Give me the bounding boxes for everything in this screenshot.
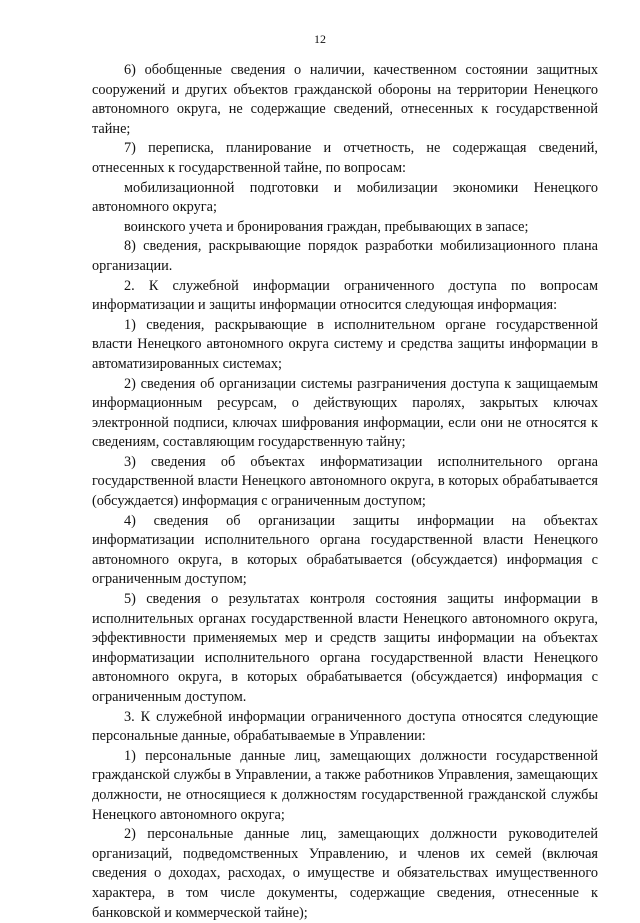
paragraph-2-item-4: 4) сведения об организации защиты информации на объектах информатизации исполнительного органа государственной власти Ненецкого автономного округа, в которых обрабатывается (обсуждается) информация с ограниченным доступом;: [92, 512, 598, 588]
paragraph-2-item-5: 5) сведения о результатах контроля состояния защиты информации в исполнительных органах государственной власти Ненецкого автономного округа, эффективности применяемых мер и средств защиты информации на объектах информатизации исполнительного органа государственной власти Ненецкого автономного округа, в которых обрабатывается (обсуждается) информация с ограниченным доступом.: [92, 591, 598, 705]
page-number: 12: [314, 32, 326, 46]
paragraph-section-2-informatization: 2. К служебной информации ограниченного доступа по вопросам информатизации и защиты информации относится следующая информация:: [92, 277, 598, 314]
paragraph-3-item-2: 2) персональные данные лиц, замещающих должности руководителей организаций, подведомственных Управлению, и членов их семей (включая сведения о доходах, расходах, о имуществе и обязательствах имущественного характера, в том числе документы, содержащие сведения, отнесенные к банковской и коммерческой тайне);: [92, 826, 598, 921]
paragraph-section-3-personal-data: 3. К служебной информации ограниченного доступа относятся следующие персональные данные, обрабатываемые в Управлении:: [92, 708, 598, 745]
paragraph-item-6-summary-civil-defense: 6) обобщенные сведения о наличии, качественном состоянии защитных сооружений и других объектов гражданской обороны на территории Ненецкого автономного округа, не содержащие сведений, отнесенных к государственной тайне;: [92, 62, 598, 137]
document-body: [92, 61, 598, 923]
paragraph-mobilization-preparation: мобилизационной подготовки и мобилизации экономики Ненецкого автономного округа;: [92, 179, 598, 216]
paragraph-military-registration: воинского учета и бронирования граждан, пребывающих в запасе;: [124, 218, 529, 235]
paragraph-2-item-2: 2) сведения об организации системы разграничения доступа к защищаемым информационным ресурсам, о действующих паролях, закрытых ключах электронной подписи, ключах шифрования информации, если они не относятся к сведениям, составляющим государственную тайну;: [92, 375, 598, 451]
paragraph-item-7-correspondence: 7) переписка, планирование и отчетность, не содержащая сведений, отнесенных к государственной тайне, по вопросам:: [92, 140, 598, 176]
paragraph-3-item-1: 1) персональные данные лиц, замещающих должности государственной гражданской службы в Управлении, а также работников Управления, замещающих должности, не относящиеся к должностям государственной гражданской службы Ненецкого автономного округа;: [92, 747, 598, 823]
paragraph-item-8-mobilization-plan: 8) сведения, раскрывающие порядок разработки мобилизационного плана организации.: [92, 238, 598, 274]
paragraph-2-item-1: 1) сведения, раскрывающие в исполнительном органе государственной власти Ненецкого автономного округа систему и средства защиты информации в автоматизированных системах;: [92, 316, 598, 372]
paragraph-2-item-3: 3) сведения об объектах информатизации исполнительного органа государственной власти Ненецкого автономного округа, в которых обрабатывается (обсуждается) информация с ограниченным доступом;: [92, 453, 598, 510]
